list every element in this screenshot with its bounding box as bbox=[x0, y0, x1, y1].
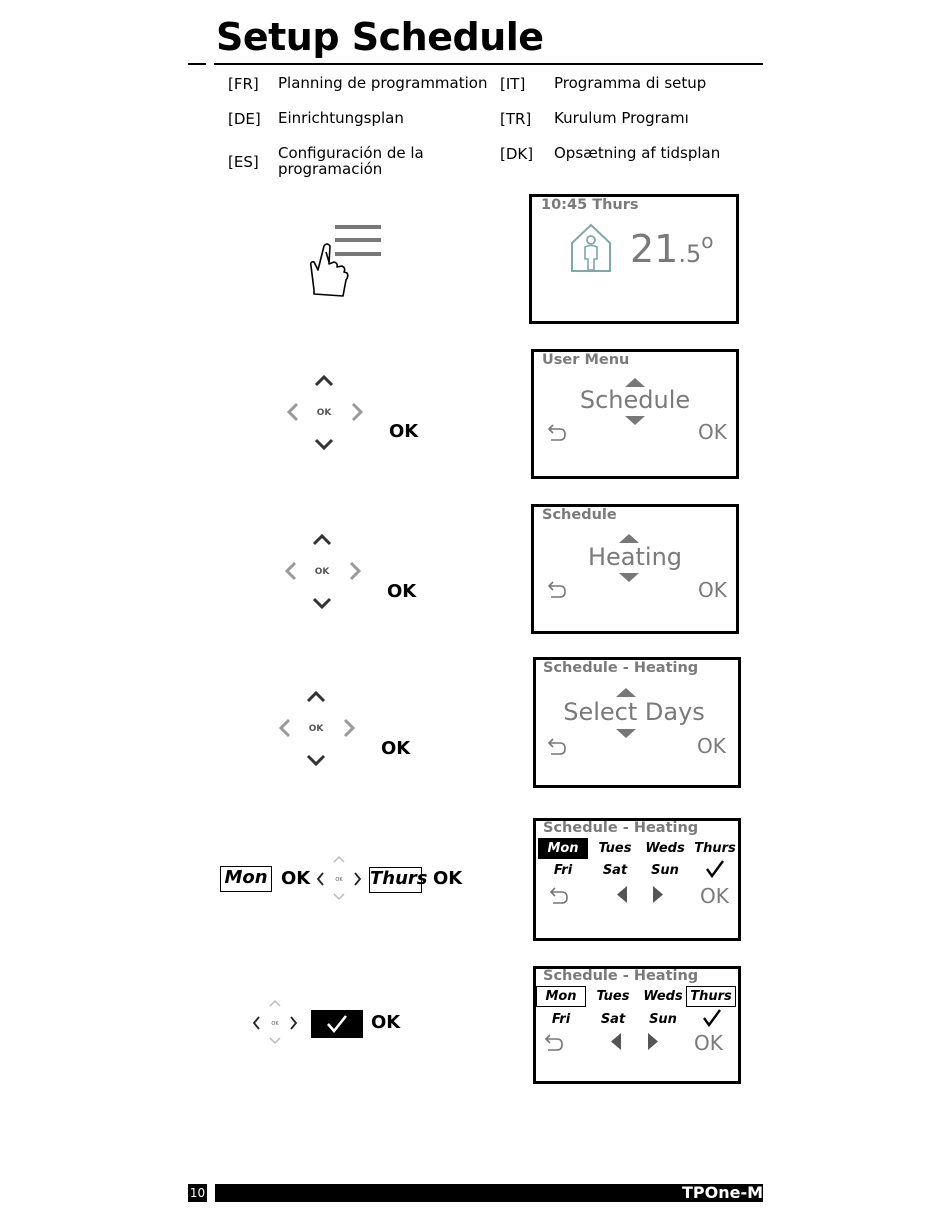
screen-home bbox=[529, 194, 739, 324]
back-arrow-icon bbox=[547, 738, 567, 756]
dpad-icon bbox=[283, 531, 363, 613]
dpad-small-icon bbox=[250, 998, 300, 1048]
svg-text:OK: OK bbox=[314, 567, 330, 577]
house-person-icon bbox=[570, 223, 612, 273]
footer-bar bbox=[215, 1184, 763, 1202]
day-sat: Sat bbox=[600, 1012, 626, 1027]
svg-text:OK: OK bbox=[271, 1021, 279, 1027]
screen-ok-label: OK bbox=[698, 420, 727, 444]
checkmark-icon bbox=[705, 860, 725, 878]
lang-code-de: [DE] bbox=[228, 110, 261, 128]
screen-days-confirmed bbox=[533, 966, 741, 1084]
down-triangle-icon bbox=[616, 729, 636, 739]
day-mon-selected: Mon bbox=[538, 838, 588, 859]
day-fri: Fri bbox=[553, 863, 573, 878]
temp-decimal: .5 bbox=[678, 240, 702, 268]
day-thurs: Thurs bbox=[694, 841, 736, 856]
ok-instruction-5: OK bbox=[371, 1012, 401, 1033]
screen-header: Schedule bbox=[542, 507, 617, 523]
temperature-display bbox=[630, 227, 714, 271]
day-weds: Weds bbox=[643, 989, 683, 1004]
svg-text:OK: OK bbox=[308, 724, 324, 734]
brand-name: TPOne-M bbox=[681, 1183, 763, 1202]
screen-header: Schedule - Heating bbox=[543, 820, 699, 836]
lang-text-tr: Kurulum Programı bbox=[554, 109, 689, 127]
day-mon-boxed: Mon bbox=[536, 986, 586, 1007]
screen-ok-label: OK bbox=[697, 734, 726, 758]
menu-item: Schedule bbox=[579, 386, 691, 414]
ok-instruction-4b: OK bbox=[433, 868, 463, 889]
left-triangle-icon bbox=[617, 886, 629, 904]
thurs-pill: Thurs bbox=[369, 867, 422, 893]
day-sat: Sat bbox=[602, 863, 628, 878]
menu-item: Heating bbox=[587, 543, 683, 571]
day-weds: Weds bbox=[645, 841, 685, 856]
lang-text-dk: Opsætning af tidsplan bbox=[554, 144, 721, 162]
dpad-icon bbox=[285, 372, 365, 454]
lang-code-dk: [DK] bbox=[500, 145, 534, 163]
lang-code-it: [IT] bbox=[500, 75, 526, 93]
screen-header: Schedule - Heating bbox=[543, 660, 699, 676]
temp-main: 21 bbox=[630, 227, 679, 271]
hand-tap-menu-icon bbox=[300, 218, 390, 300]
right-triangle-icon bbox=[652, 886, 664, 904]
right-triangle-icon bbox=[647, 1033, 659, 1051]
day-thurs-boxed: Thurs bbox=[686, 986, 736, 1007]
back-arrow-icon bbox=[547, 581, 567, 599]
screen-ok-label: OK bbox=[698, 578, 727, 602]
svg-text:OK: OK bbox=[316, 408, 332, 418]
screen-user-menu bbox=[531, 349, 739, 479]
ok-instruction-3: OK bbox=[381, 738, 411, 759]
left-triangle-icon bbox=[611, 1033, 623, 1051]
degree-symbol: o bbox=[701, 229, 714, 253]
lang-text-it: Programma di setup bbox=[554, 74, 707, 92]
back-arrow-icon bbox=[547, 424, 567, 442]
screen-header: Schedule - Heating bbox=[543, 968, 699, 984]
lang-text-fr: Planning de programmation bbox=[278, 74, 488, 92]
day-sun: Sun bbox=[649, 1012, 677, 1027]
screen-ok-label: OK bbox=[700, 884, 729, 908]
back-arrow-icon bbox=[544, 1034, 564, 1052]
title-rule-short bbox=[188, 63, 206, 65]
day-fri: Fri bbox=[551, 1012, 571, 1027]
page-title: Setup Schedule bbox=[216, 15, 544, 59]
check-pill bbox=[311, 1010, 363, 1038]
ok-instruction-4a: OK bbox=[281, 868, 311, 889]
dpad-small-icon bbox=[314, 854, 364, 904]
lang-code-tr: [TR] bbox=[500, 110, 532, 128]
day-tues: Tues bbox=[598, 841, 632, 856]
page-number: 10 bbox=[189, 1186, 206, 1200]
lang-code-fr: [FR] bbox=[228, 75, 259, 93]
screen-schedule-heating bbox=[533, 657, 741, 788]
day-tues: Tues bbox=[596, 989, 630, 1004]
ok-instruction-1: OK bbox=[389, 421, 419, 442]
lang-text-de: Einrichtungsplan bbox=[278, 109, 404, 127]
ok-instruction-2: OK bbox=[387, 581, 417, 602]
up-triangle-icon bbox=[616, 688, 636, 698]
down-triangle-icon bbox=[619, 573, 639, 583]
screen-time: 10:45 Thurs bbox=[541, 197, 639, 213]
svg-text:OK: OK bbox=[335, 877, 343, 883]
lang-text-es: Configuración de la programación bbox=[278, 144, 424, 178]
screen-schedule bbox=[531, 504, 739, 634]
checkmark-icon bbox=[326, 1014, 348, 1034]
screen-days-select bbox=[533, 818, 741, 941]
screen-ok-label: OK bbox=[694, 1031, 723, 1055]
day-sun: Sun bbox=[651, 863, 679, 878]
mon-pill: Mon bbox=[220, 866, 272, 892]
title-rule bbox=[214, 63, 763, 65]
back-arrow-icon bbox=[549, 887, 569, 905]
lang-code-es: [ES] bbox=[228, 153, 259, 171]
checkmark-icon bbox=[702, 1009, 722, 1027]
menu-item: Select Days bbox=[563, 698, 705, 726]
screen-header: User Menu bbox=[542, 352, 630, 368]
down-triangle-icon bbox=[625, 416, 645, 426]
dpad-icon bbox=[277, 688, 357, 770]
